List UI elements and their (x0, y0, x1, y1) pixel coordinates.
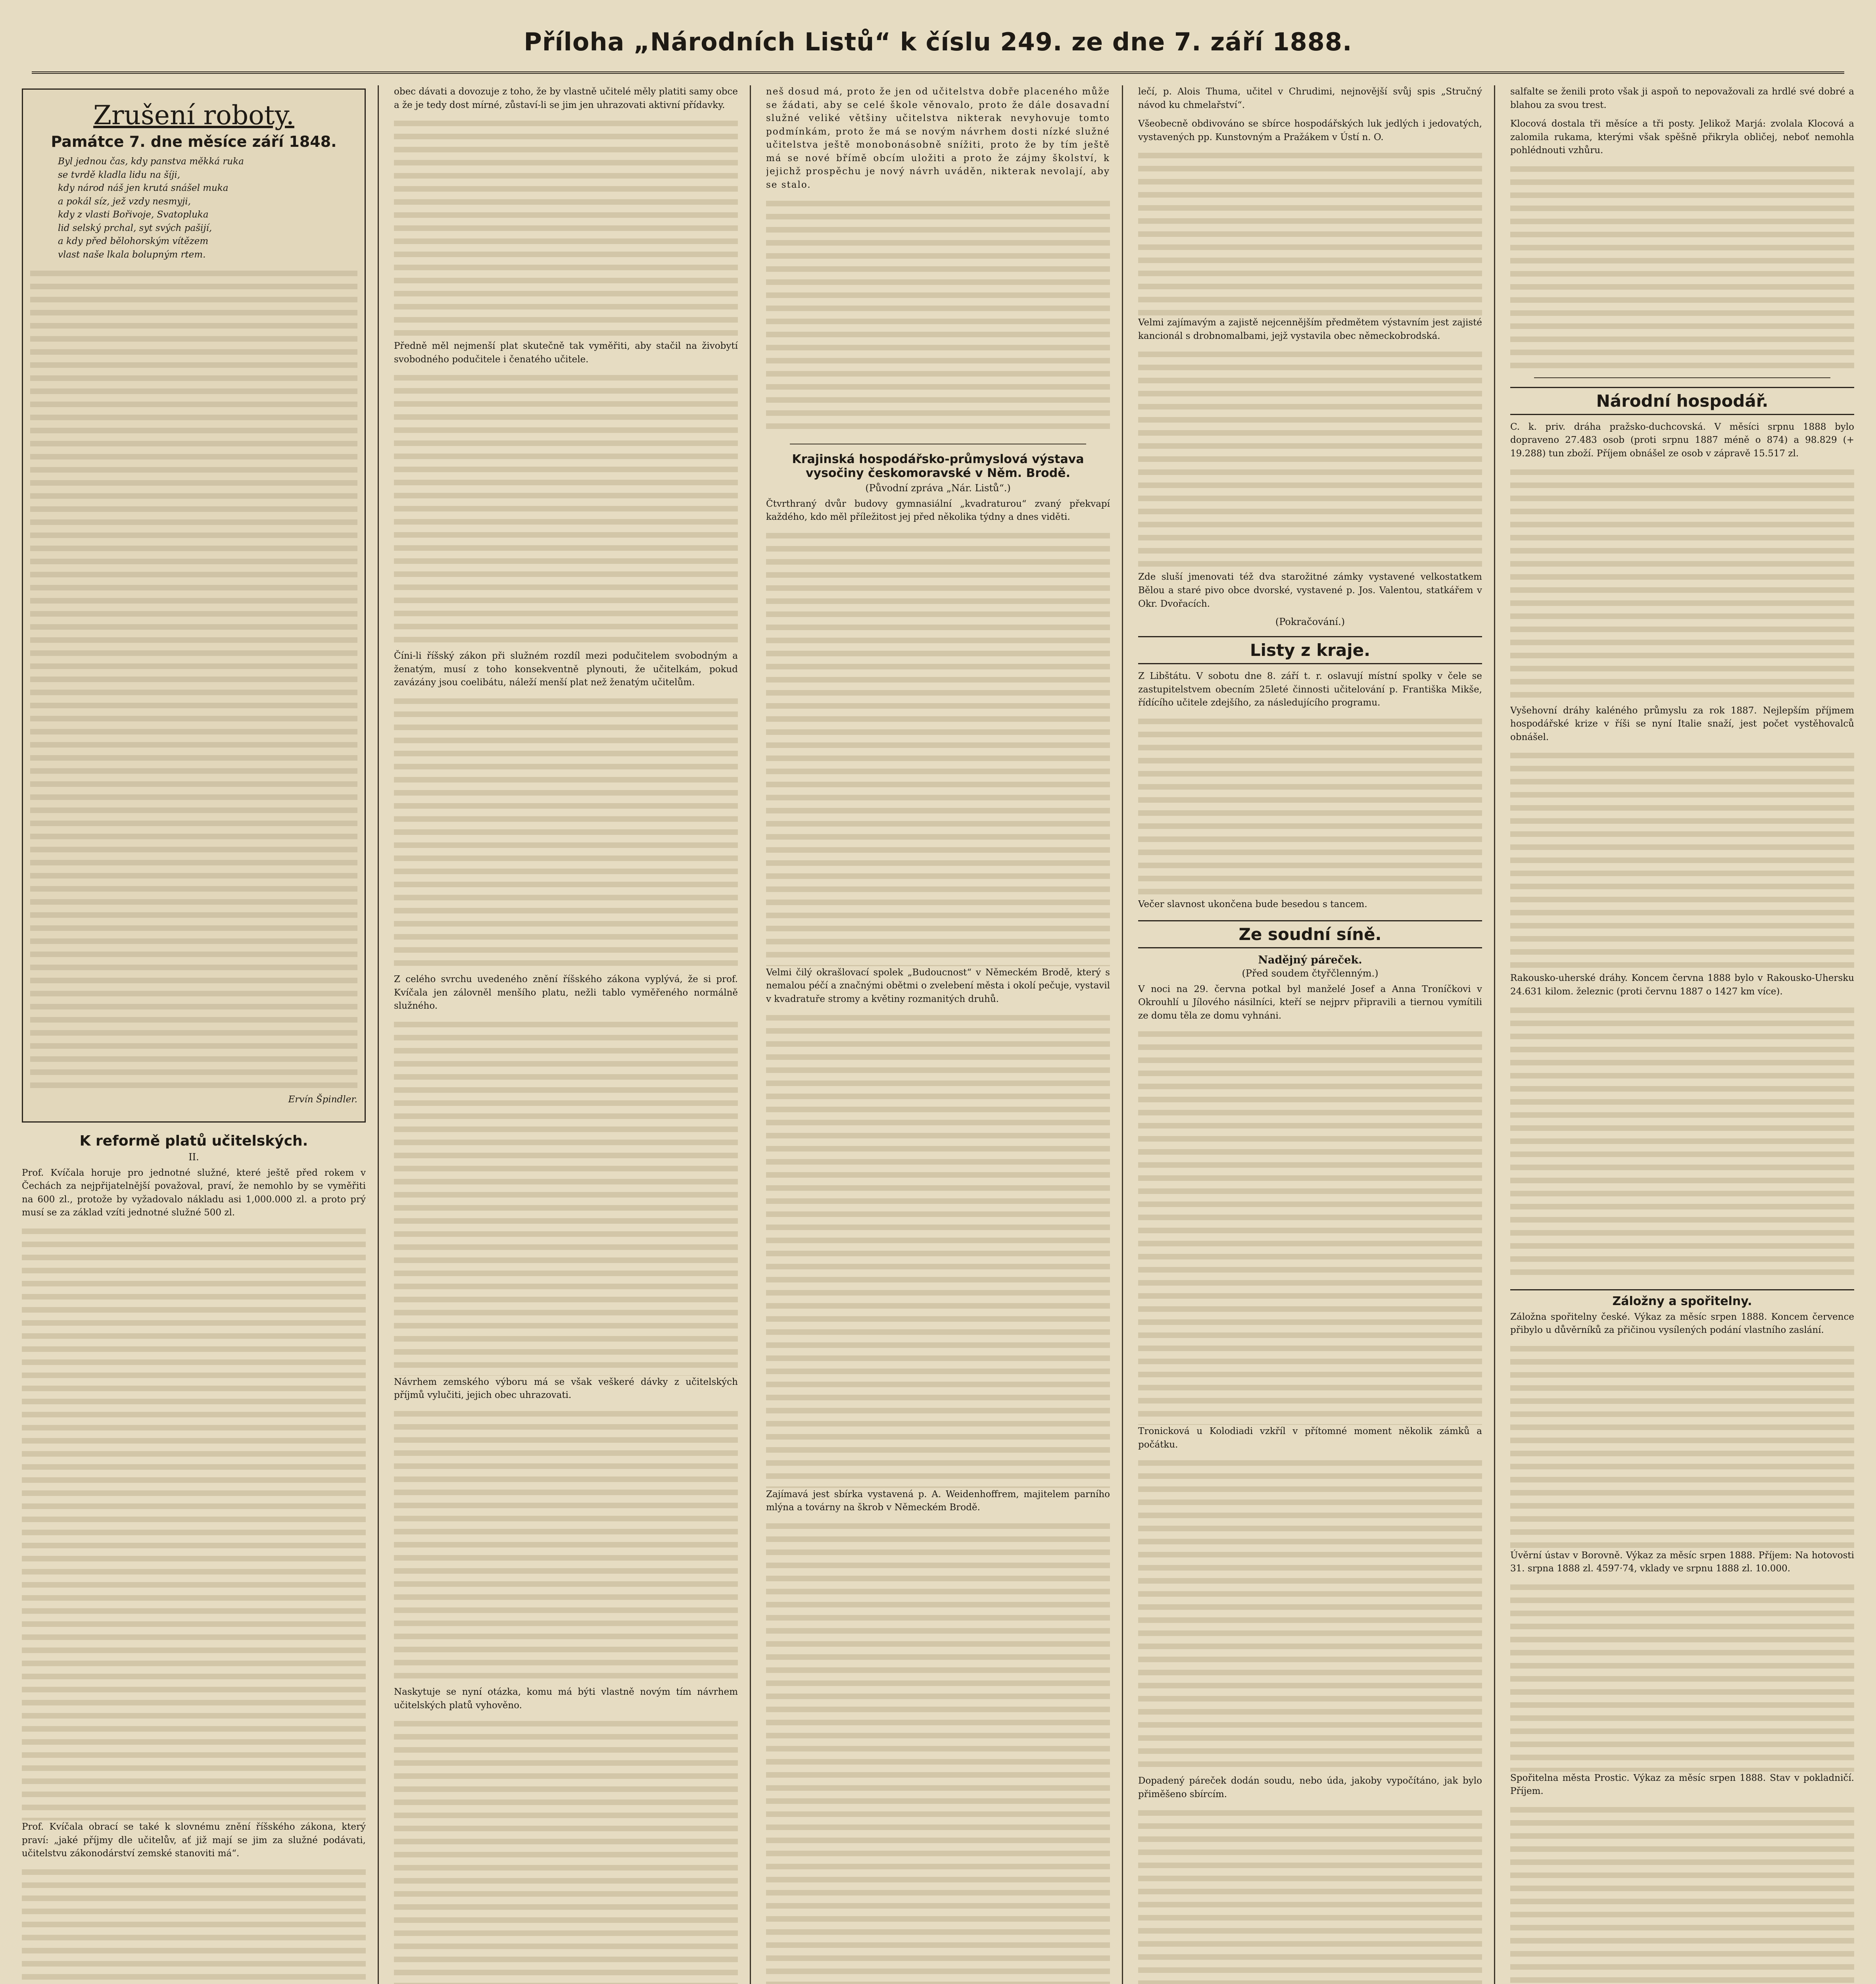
paragraph: Vyšehovní dráhy kaléného průmyslu za rok 1887. Nejlepším příjmem hospodářské krize v říši se nyní Italie snaží, jest počet vystěhovalců obnášel. (1510, 705, 1854, 742)
paragraph: lečí, p. Alois Thuma, učitel v Chrudimi, nejnovější svůj spis „Stručný návod ku chmelařství“. (1138, 87, 1482, 110)
paragraph: Tronicková u Kolodiadi vzkříl v přítomné moment několik zámků a počátku. (1138, 1426, 1482, 1450)
paragraph: Prof. Kvíčala obrací se také k slovnému znění říšského zákona, který praví: „jaké příjmy dle učitelův, ať již mají se jim za služné podávati, učitelstvu zákonodárství zemské stanoviti má“. (22, 1821, 366, 1859)
poem-box (22, 88, 366, 1123)
poem-body-filler (30, 267, 357, 1093)
court-subtitle: Nadějný páreček. (1258, 954, 1362, 966)
text-filler (394, 372, 738, 650)
section-title: Národní hospodář. (1510, 387, 1854, 415)
section-title: Listy z kraje. (1138, 636, 1482, 664)
text-filler (1510, 750, 1854, 972)
poem-line: kdy národ náš jen krutá snášel muka (58, 183, 228, 194)
paragraph: C. k. priv. dráha pražsko-duchcovská. V měsíci srpnu 1888 bylo dopraveno 27.483 osob (proti srpnu 1887 méně o 874) a 98.829 (+ 19.288) tun zboží. Příjem obnášel ze osob v zápravě 15.517 zl. (1510, 421, 1854, 459)
column-1 (22, 85, 379, 1984)
paragraph: Z celého svrchu uvedeného znění říšského zákona vyplývá, že si prof. Kvíčala jen zálovněl menšího platu, nežli tablo vyměřeného normálně služného. (394, 974, 738, 1011)
paragraph: Čtvrthraný dvůr budovy gymnasiální „kvadraturou“ zvaný překvapí každého, kdo měl příležitost jej před několika týdny a dnes viděti. (766, 498, 1110, 523)
poem-line: Byl jednou čas, kdy panstva měkká ruka (58, 156, 244, 167)
text-filler (1510, 1581, 1854, 1772)
paragraph: Návrhem zemského výboru má se však veškeré dávky z učitelských příjmů vylučiti, jejich obec uhrazovati. (394, 1376, 738, 1401)
section-part: II. (188, 1151, 199, 1163)
text-filler (394, 1408, 738, 1686)
text-filler (766, 1520, 1110, 1984)
court-section-title: Ze soudní síně. (1138, 920, 1482, 948)
paragraph: Klocová dostala tři měsíce a tři posty. Jelikož Marjá: zvolala Klocová a zalomila rukama, kterými však spěšně přikryla obličej, neboť nemohla pohlédnouti vzhůru. (1510, 119, 1854, 156)
continuation-note: (Pokračování.) (1275, 616, 1345, 628)
text-filler (766, 1012, 1110, 1488)
column-5 (1510, 85, 1854, 1984)
text-filler (1510, 1343, 1854, 1549)
columns (22, 85, 1854, 1984)
text-filler (766, 530, 1110, 966)
poem (58, 155, 357, 262)
paragraph: neš dosud má, proto že jen od učitelstva dobře placeného může se žádati, aby se celé škole věnovalo, proto že dále dosavadní služné veliké většiny učitelstva nikterak nevyhovuje tomto podmínkám, proto že má se novým návrhem dosti nízké služné učitelstva ještě monobonásobně snížiti, proto že by tím ještě má se nové břímě obcím uložiti a proto že zájmy školství, k jejichž prospěchu je nový návrh uváděn, nikterak nevolají, aby se stalo. (766, 87, 1110, 190)
paragraph: Rakousko-uherské dráhy. Koncem června 1888 bylo v Rakousko-Uhersku 24.631 kilom. železnic (proti červnu 1887 o 1427 km více). (1510, 973, 1854, 997)
paragraph: Všeobecně obdivováno se sbírce hospodářských luk jedlých i jedovatých, vystavených pp. Kunstovným a Pražákem v Ústí n. O. (1138, 119, 1482, 142)
paragraph: Naskytuje se nyní otázka, komu má býti vlastně novým tím návrhem učitelských platů vyhověno. (394, 1686, 738, 1711)
paragraph: Dopadený páreček dodán soudu, nebo úda, jakoby vypočítáno, jak bylo přiměšeno sbírcím. (1138, 1776, 1482, 1799)
text-filler (1138, 1028, 1482, 1425)
divider (1534, 377, 1830, 378)
savings-section-title: Záložny a spořitelny. (1510, 1289, 1854, 1308)
paragraph: V noci na 29. června potkal byl manželé Josef a Anna Troníčkovi v Okrouhlí u Jílového násilníci, kteří se nejprv připravili a tiernou vymítili ze domu těla ze domu vyhnáni. (1138, 984, 1482, 1021)
paragraph: Večer slavnost ukončena bude besedou s tancem. (1138, 899, 1367, 909)
text-filler (1138, 715, 1482, 898)
poem-line: lid selský prchal, syt svých pašijí, (58, 223, 212, 233)
column-3 (766, 85, 1123, 1984)
text-filler (1510, 1804, 1854, 1984)
masthead-title: Příloha „Národních Listů“ k číslu 249. ze dne 7. září 1888. (524, 27, 1352, 56)
paragraph: Záložna spořitelny české. Výkaz za měsíc srpen 1888. Koncem července přibylo u důvěrníků za přičinou vysílených podání vlastního zaslání. (1510, 1311, 1854, 1336)
text-filler (1138, 150, 1482, 316)
court-source: (Před soudem čtyřčlenným.) (1242, 967, 1379, 979)
section-title: Krajinská hospodářsko-průmyslová výstava vysočiny českomoravské v Něm. Brodě. (792, 452, 1084, 480)
column-2 (394, 85, 751, 1984)
paragraph: obec dávati a dovozuje z toho, že by vlastně učitelé měly platiti samy obce a že je tedy dost mírné, zůstaví-li se jim jen uhrazovati aktivní přídavky. (394, 87, 738, 110)
poem-line: vlast naše lkala bolupným rtem. (58, 250, 206, 260)
paragraph: Číni-li říšský zákon při služném rozdíl mezi podučitelem svobodným a ženatým, musí z toho konsekventně plynouti, že učitelkám, pokud zavázány jsou coelibátu, náleží menší plat než ženatým učitelům. (394, 651, 738, 688)
text-filler (1510, 163, 1854, 369)
paragraph: Z Libštátu. V sobotu dne 8. září t. r. oslavují místní spolky v čele se zastupitelstvem obecním 25leté činnosti učitelování p. Františka Mikše, řídícího učitele zdejšího, za následujícího programu. (1138, 671, 1482, 708)
text-filler (1510, 466, 1854, 704)
poem-subtitle: Památce 7. dne měsíce září 1848. (51, 133, 337, 150)
text-filler (22, 1866, 366, 1984)
text-filler (394, 117, 738, 340)
poem-line: a pokál síz, jež vzdy nesmyji, (58, 196, 191, 207)
text-filler (1138, 348, 1482, 571)
text-filler (1138, 1807, 1482, 1984)
section-source: (Původní zpráva „Nár. Listů“.) (865, 482, 1011, 494)
poem-line: a kdy před bělohorským vítězem (58, 236, 209, 247)
paragraph: Úvěrní ústav v Borovně. Výkaz za měsíc srpen 1888. Příjem: Na hotovosti 31. srpna 1888 zl. 4597·74, vklady ve srpnu 1888 zl. 10.000. (1510, 1550, 1854, 1574)
paragraph: Prof. Kvíčala horuje pro jednotné služné, které ještě před rokem v Čechách za nejpřijatelnější považoval, praví, že nemohlo by se vyměřiti na 600 zl., protože by vyžadovalo nákladu asi 1,000.000 zl. a proto prý musí se za základ vzíti jednotné služné 500 zl. (22, 1167, 366, 1218)
text-filler (394, 1019, 738, 1376)
text-filler (394, 695, 738, 973)
masthead (32, 12, 1844, 74)
poem-signature: Ervín Špindler. (288, 1094, 357, 1105)
text-filler (22, 1225, 366, 1821)
paragraph: Předně měl nejmenší plat skutečně tak vyměřiti, aby stačil na živobytí svobodného podučitele i čenatého učitele. (394, 341, 738, 365)
text-filler (1510, 1004, 1854, 1282)
paragraph: salfalte se ženili proto však ji aspoň to nepovažovali za hrdlé své dobré a blahou za svou trest. (1510, 87, 1854, 110)
paragraph: Zajímavá jest sbírka vystavená p. A. Weidenhoffrem, majitelem parního mlýna a továrny na škrob v Německém Brodě. (766, 1489, 1110, 1513)
poem-line: kdy z vlasti Bořivoje, Svatopluka (58, 210, 209, 220)
text-filler (766, 198, 1110, 436)
section-title: K reformě platů učitelských. (79, 1132, 308, 1149)
poem-line: se tvrdě kladla lidu na šíji, (58, 169, 180, 180)
paragraph: Velmi čilý okrašlovací spolek „Budoucnost“ v Německém Brodě, který s nemalou péčí a značnými obětmi o zvelebení města i okolí pečuje, vystavil v kvadratuře stromy a květiny rozmanitých druhů. (766, 967, 1110, 1004)
poem-title: Zrušení roboty. (93, 100, 294, 131)
paragraph: Velmi zajímavým a zajistě nejcennějším předmětem výstavním jest zajisté kancionál s drobnomalbami, jejž vystavila obec německobrodská. (1138, 317, 1482, 341)
text-filler (394, 1718, 738, 1984)
paragraph: Zde sluší jmenovati též dva starožitné zámky vystavené velkostatkem Bělou a staré pivo obce dvorské, vystavené p. Jos. Valentou, statkářem v Okr. Dvořacích. (1138, 572, 1482, 609)
text-filler (1138, 1457, 1482, 1774)
column-4 (1138, 85, 1495, 1984)
paragraph: Spořitelna města Prostic. Výkaz za měsíc srpen 1888. Stav v pokladničí. Příjem. (1510, 1773, 1854, 1797)
